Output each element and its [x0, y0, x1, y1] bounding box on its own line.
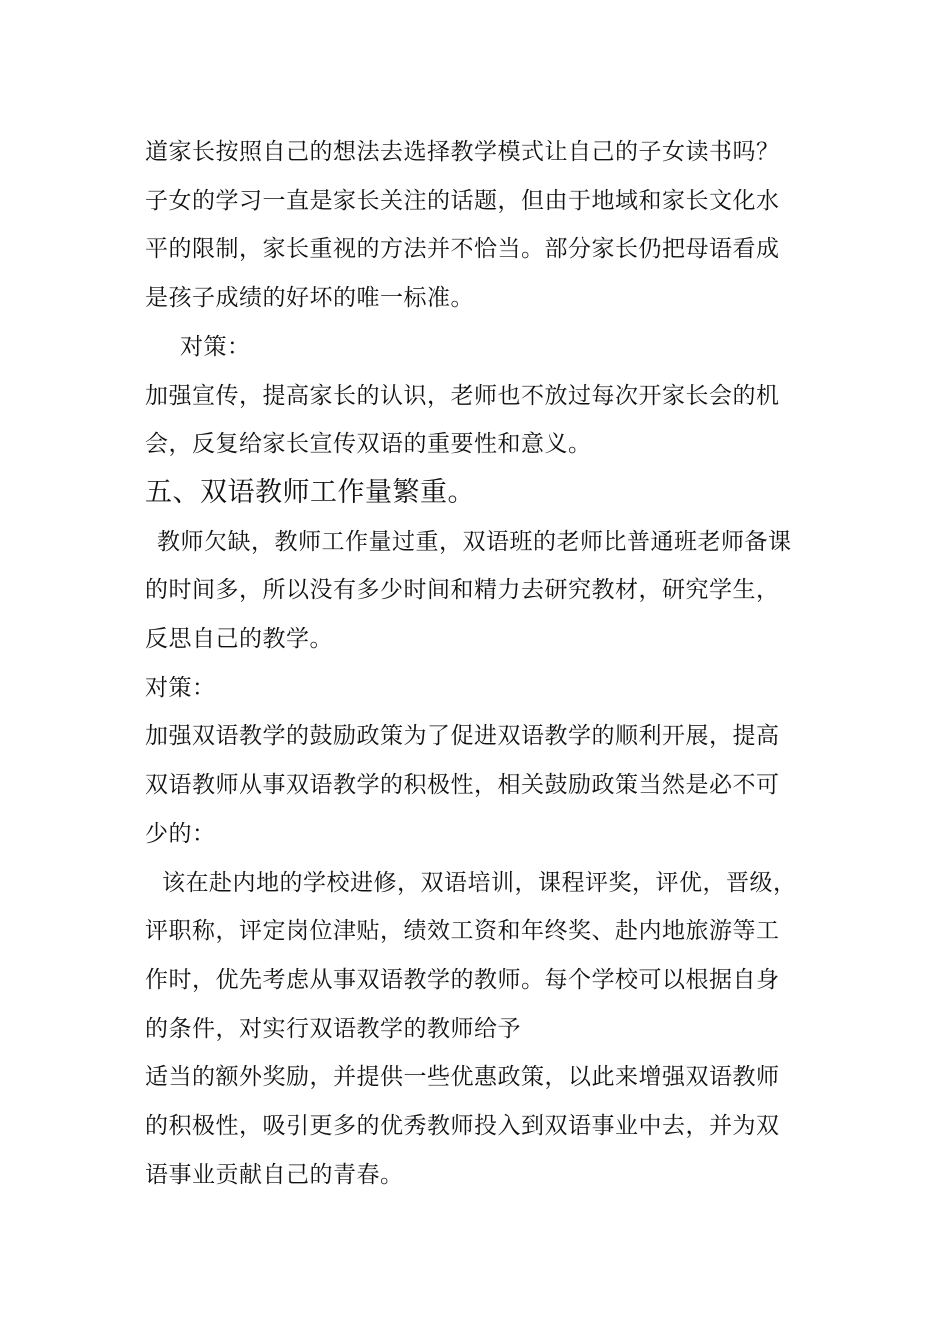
section-heading: 五、双语教师工作量繁重。 [145, 476, 475, 508]
paragraph-incentive-policy [145, 712, 810, 858]
text-line: 适当的额外奖励，并提供一些优惠政策，以此来增强双语教师 [145, 1064, 780, 1091]
paragraph-teacher-shortage [145, 518, 810, 664]
text-line: 是孩子成绩的好坏的唯一标准。 [145, 285, 474, 312]
paragraph-parent-choice [145, 128, 810, 323]
text-line: 对策： [180, 333, 251, 360]
text-line: 对策： [145, 674, 216, 701]
text-line: 双语教师从事双语教学的积极性，相关鼓励政策当然是必不可 [145, 772, 780, 799]
document-page [145, 128, 810, 1199]
countermeasure-label-2 [145, 664, 810, 713]
text-line: 该在赴内地的学校进修，双语培训，课程评奖，评优，晋级， [162, 869, 797, 896]
text-line: 语事业贡献自己的青春。 [145, 1161, 404, 1188]
text-line: 的积极性，吸引更多的优秀教师投入到双语事业中去，并为双 [145, 1113, 780, 1140]
text-line: 教师欠缺，教师工作量过重，双语班的老师比普通班老师备课 [157, 528, 792, 555]
paragraph-rewards [145, 1053, 810, 1199]
text-line: 加强宣传，提高家长的认识，老师也不放过每次开家长会的机 [145, 382, 780, 409]
text-line: 会，反复给家长宣传双语的重要性和意义。 [145, 431, 592, 458]
countermeasure-label-1 [145, 323, 810, 372]
text-line: 道家长按照自己的想法去选择教学模式让自己的子女读书吗？ [145, 139, 780, 165]
text-line: 少的： [145, 820, 216, 847]
text-line: 加强双语教学的鼓励政策为了促进双语教学的顺利开展，提高 [145, 723, 780, 750]
paragraph-publicity [145, 372, 810, 469]
text-line: 评职称，评定岗位津贴，绩效工资和年终奖、赴内地旅游等工 [145, 918, 780, 945]
section-heading-five [145, 469, 810, 518]
paragraph-priority [145, 859, 810, 1054]
text-line: 子女的学习一直是家长关注的话题，但由于地域和家长文化水 [145, 187, 780, 214]
text-line: 作时，优先考虑从事双语教学的教师。每个学校可以根据自身 [145, 966, 780, 993]
text-line: 的条件，对实行双语教学的教师给予 [145, 1015, 521, 1042]
text-line: 反思自己的教学。 [145, 626, 333, 653]
text-line: 平的限制，家长重视的方法并不恰当。部分家长仍把母语看成 [145, 236, 780, 263]
text-line: 的时间多，所以没有多少时间和精力去研究教材，研究学生， [145, 577, 780, 604]
